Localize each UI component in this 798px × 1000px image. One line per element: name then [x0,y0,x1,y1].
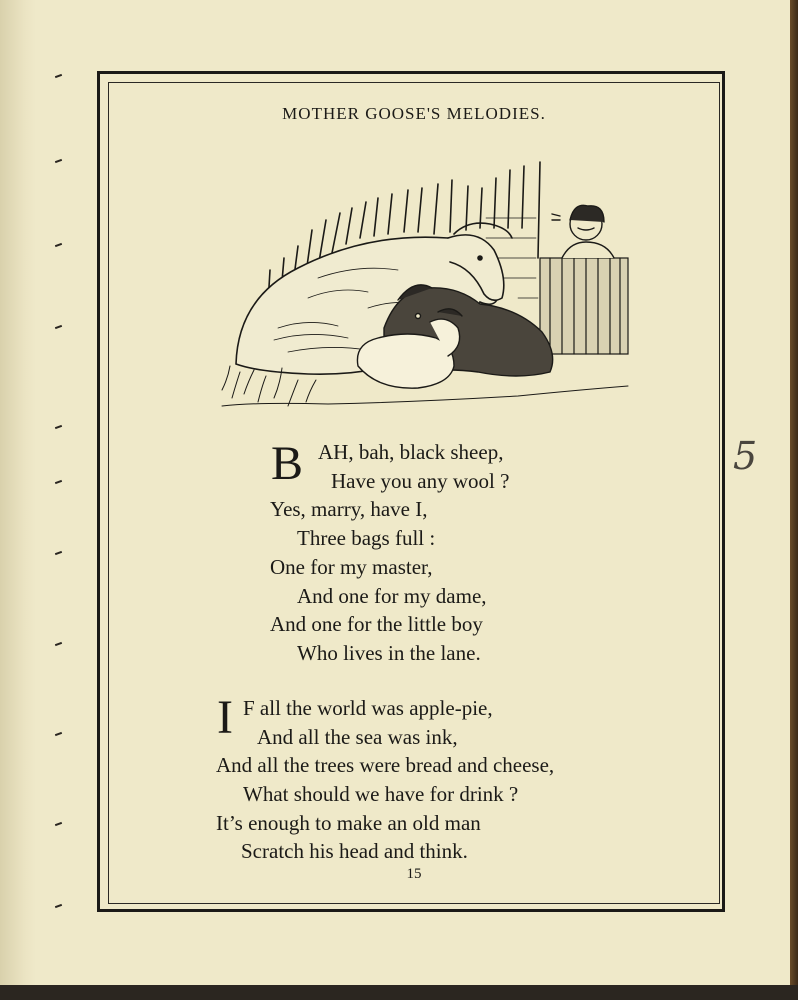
stitch-mark [55,159,62,163]
poem-line: F all the world was apple-pie, [243,696,493,720]
poem-line: Have you any wool ? [331,469,510,493]
stitch-mark [55,243,62,247]
stitch-mark [55,904,62,908]
poem-line: What should we have for drink ? [243,782,519,806]
dropcap-i: I [217,691,233,744]
book-gutter [0,0,36,985]
book-right-edge [790,0,798,1000]
sheep-lamb-dog-child-illustration [218,158,634,416]
stitch-mark [55,732,62,736]
page-number: 15 [406,866,422,882]
stitch-mark [55,74,62,78]
poem-line: One for my master, [270,555,433,579]
stitch-mark [55,325,62,329]
poem-line: And one for my dame, [297,584,487,608]
poem-line: Who lives in the lane. [297,641,481,665]
poem-line: Scratch his head and think. [241,839,468,863]
poem-line: Yes, marry, have I, [270,497,428,521]
running-head: MOTHER GOOSE'S MELODIES. [282,104,546,123]
poem-line: And all the sea was ink, [257,725,458,749]
book-bottom-edge [0,985,798,1000]
stitch-mark [55,425,62,429]
stitch-mark [55,551,62,555]
stitch-mark [55,642,62,646]
dropcap-b: B [271,437,304,490]
poem-line: Three bags full : [297,526,436,550]
pencil-annotation: 5 [733,434,758,478]
stitch-mark [55,480,62,484]
stitch-mark [55,822,62,826]
poem-line: It’s enough to make an old man [216,811,481,835]
poem-line: AH, bah, black sheep, [318,440,504,464]
poem-line: And one for the little boy [270,612,483,636]
poem-line: And all the trees were bread and cheese, [216,753,555,777]
